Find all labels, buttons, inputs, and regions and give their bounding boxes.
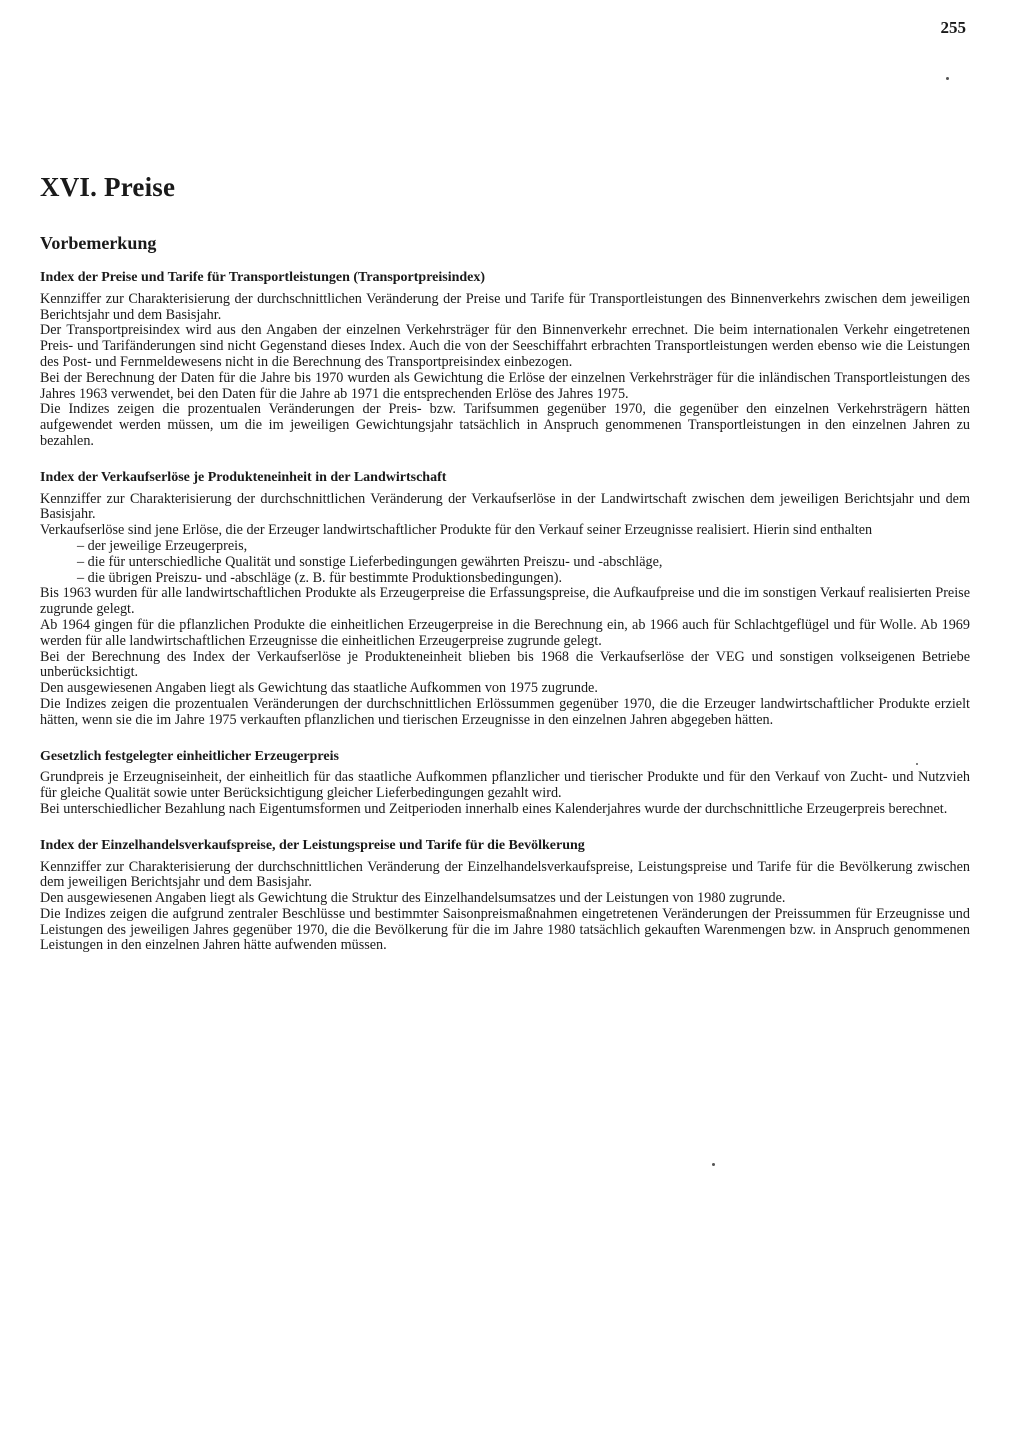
paragraph: Bei unterschiedlicher Bezahlung nach Eigentumsformen und Zeitperioden innerhalb eines Kalenderjahres wurde der durchschnittliche Erzeugerpreis berechnet.: [40, 800, 948, 817]
page-number: 255: [940, 18, 966, 37]
paragraph: Den ausgewiesenen Angaben liegt als Gewichtung die Struktur des Einzelhandelsumsatzes und der Leistungen von 1980 zugrunde.: [40, 890, 786, 907]
section-agricultural-sales-index: [40, 470, 970, 729]
section-uniform-producer-price: [40, 749, 970, 818]
paragraph: Kennziffer zur Charakterisierung der durchschnittlichen Veränderung der Verkaufserlöse in der Landwirtschaft zwischen dem jeweiligen Berichtsjahr und dem Basisjahr.: [40, 490, 970, 523]
scan-speck: [712, 1163, 715, 1166]
paragraph: Bei der Berechnung der Daten für die Jahre bis 1970 wurden als Gewichtung die Erlöse der einzelnen Verkehrsträger für die inländischen Transportleistungen des Jahres 1963 verwendet, bei den Daten für die Jahre ab 1971 die entsprechenden Erlöse des Jahres 1975.: [40, 369, 970, 402]
section-heading: Gesetzlich festgelegter einheitlicher Erzeugerpreis: [40, 748, 339, 764]
section-heading: Index der Preise und Tarife für Transportleistungen (Transportpreisindex): [40, 270, 486, 285]
paragraph: Verkaufserlöse sind jene Erlöse, die der Erzeuger landwirtschaftlicher Produkte für den Verkauf seiner Erzeugnisse realisiert. Hierin sind enthalten: [40, 522, 873, 539]
bullet-list: [40, 539, 970, 586]
scan-speck: [916, 763, 918, 765]
paragraph: Der Transportpreisindex wird aus den Angaben der einzelnen Verkehrsträger für den Binnenverkehr errechnet. Die beim internationalen Verkehr eingetretenen Preis- und Tarifänderungen sind nicht Gegenstand dieses Index. Auch die von der Seeschiffahrt erbrachten Transportleistungen werden ebenso wie die Leistungen des Post- und Fernmeldewesens nicht in die Berechnung des Transportpreisindex einbezogen.: [40, 322, 970, 370]
chapter-title: XVI. Preise: [40, 172, 176, 202]
section-heading: Index der Verkaufserlöse je Produkteneinheit in der Landwirtschaft: [40, 469, 447, 485]
document-body: [40, 270, 970, 974]
paragraph: Bis 1963 wurden für alle landwirtschaftlichen Produkte als Erzeugerpreise die Erfassungspreise, die Aufkaufpreise und die im sonstigen Verkauf realisierten Preise zugrunde gelegt.: [40, 585, 970, 618]
paragraph: Die Indizes zeigen die aufgrund zentraler Beschlüsse und bestimmter Saisonpreismaßnahmen eingetretenen Veränderungen der Preissummen für Erzeugnisse und Leistungen des jeweiligen Jahres gegenüber 1970, die die Bevölkerung für die im Jahre 1980 tatsächlich gekauften Warenmengen bzw. in Anspruch genommenen Leistungen in den einzelnen Jahren hätte aufwenden müssen.: [40, 905, 970, 954]
bullet-item: – die übrigen Preiszu- und -abschläge (z. B. für bestimmte Produktionsbedingungen).: [77, 571, 970, 587]
paragraph: Grundpreis je Erzeugniseinheit, der einheitlich für das staatliche Aufkommen pflanzlicher und tierischer Produkte und für den Verkauf von Zucht- und Nutzvieh für gleiche Qualität sowie unter Berücksichtigung gleicher Lieferbedingungen gezahlt wird.: [40, 769, 970, 802]
paragraph: Die Indizes zeigen die prozentualen Veränderungen der Preis- bzw. Tarifsummen gegenüber 1970, die gegenüber den einzelnen Verkehrsträgern hätten aufgewendet werden müssen, um die im jeweiligen Gewichtungsjahr tatsächlich in Anspruch genommenen Transportleistungen in den einzelnen Jahren zu bezahlen.: [40, 401, 970, 449]
bullet-item: – der jeweilige Erzeugerpreis,: [77, 539, 970, 555]
section-retail-price-index: [40, 838, 970, 955]
scan-speck: [946, 77, 949, 80]
intro-heading: Vorbemerkung: [40, 233, 157, 253]
section-transport-price-index: [40, 270, 970, 450]
paragraph: Kennziffer zur Charakterisierung der durchschnittlichen Veränderung der Preise und Tarife für Transportleistungen des Binnenverkehrs zwischen dem jeweiligen Berichtsjahr und dem Basisjahr.: [40, 290, 970, 323]
paragraph: Kennziffer zur Charakterisierung der durchschnittlichen Veränderung der Einzelhandelsverkaufspreise, Leistungspreise und Tarife für die Bevölkerung zwischen dem jeweiligen Berichtsjahr und dem Basisjahr.: [40, 858, 970, 891]
paragraph: Ab 1964 gingen für die pflanzlichen Produkte die einheitlichen Erzeugerpreise in die Berechnung ein, ab 1966 auch für Schlachtgeflügel und für Wolle. Ab 1969 werden für alle landwirtschaftlichen Erzeugnisse die einheitlichen Erzeugerpreise zugrunde gelegt.: [40, 616, 970, 649]
paragraph: Die Indizes zeigen die prozentualen Veränderungen der durchschnittlichen Erlössummen gegenüber 1970, die die Erzeuger landwirtschaftlicher Produkte erzielt hätten, wenn sie die im Jahre 1975 verkauften pflanzlichen und tierischen Erzeugnisse in den einzelnen Jahren abgegeben hätten.: [40, 695, 970, 728]
section-heading: Index der Einzelhandelsverkaufspreise, der Leistungspreise und Tarife für die Bevölkerung: [40, 837, 585, 853]
paragraph: Bei der Berechnung des Index der Verkaufserlöse je Produkteneinheit blieben bis 1968 die Verkaufserlöse der VEG und sonstigen volkseigenen Betriebe unberücksichtigt.: [40, 648, 970, 681]
paragraph: Den ausgewiesenen Angaben liegt als Gewichtung das staatliche Aufkommen von 1975 zugrunde.: [40, 680, 598, 697]
bullet-item: – die für unterschiedliche Qualität und sonstige Lieferbedingungen gewährten Preiszu- und -abschläge,: [77, 555, 970, 571]
